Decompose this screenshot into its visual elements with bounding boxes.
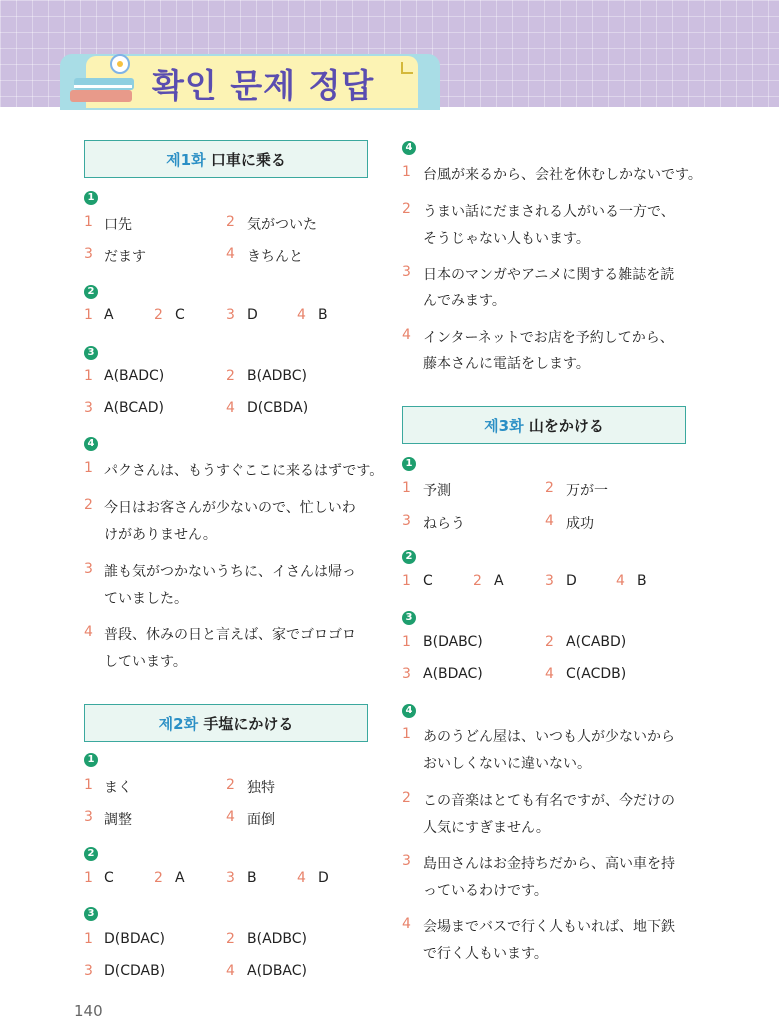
s1g1-answer-2: 気がついた [247, 217, 317, 233]
s1-group-1-badge: 1 [84, 191, 98, 205]
s3-group-2-badge: 2 [402, 550, 416, 564]
s2g4-num-3: 3 [402, 264, 411, 280]
s2g2-answer-4: D [318, 870, 329, 886]
s2-group-4-badge: 4 [402, 141, 416, 155]
s2g4-num-2: 2 [402, 201, 411, 217]
s1-group-3-badge: 3 [84, 346, 98, 360]
s1-group-4-badge: 4 [84, 437, 98, 451]
s3g4-num-2: 2 [402, 790, 411, 806]
section-2-heading [84, 704, 368, 742]
s1-group-2-badge: 2 [84, 285, 98, 299]
s1g4-sentence-1: パクさんは、もうすぐここに来るはずです。 [104, 463, 384, 479]
s1g1-answer-4: きちんと [247, 249, 303, 265]
s1g3-num-4: 4 [226, 400, 235, 416]
s2-group-3-badge: 3 [84, 907, 98, 921]
s3g1-num-2: 2 [545, 480, 554, 496]
s2-group-1-badge: 1 [84, 753, 98, 767]
s2g1-answer-4: 面倒 [247, 812, 275, 828]
s1g4-sentence-3-cont: ていました。 [104, 591, 188, 607]
s2g3-num-3: 3 [84, 963, 93, 979]
s2g2-num-4: 4 [297, 870, 306, 886]
s3g1-num-1: 1 [402, 480, 411, 496]
s3g3-num-2: 2 [545, 634, 554, 650]
s1g2-num-2: 2 [154, 307, 163, 323]
s2g3-answer-2: B(ADBC) [247, 931, 308, 947]
s1g4-num-4: 4 [84, 624, 93, 640]
s2g1-num-1: 1 [84, 777, 93, 793]
s3-group-3-badge: 3 [402, 611, 416, 625]
s2g1-num-3: 3 [84, 809, 93, 825]
section-2-number: 제2화 [158, 715, 199, 733]
section-1-heading [84, 140, 368, 178]
section-1-number: 제1화 [166, 151, 206, 169]
s1g1-num-1: 1 [84, 214, 93, 230]
section-1-title: 口車に乗る [210, 151, 286, 169]
page-number: 140 [74, 1002, 103, 1020]
s2g1-num-4: 4 [226, 809, 235, 825]
s1g1-num-4: 4 [226, 246, 235, 262]
s1g1-answer-1: 口先 [104, 217, 132, 233]
s2-group-2-badge: 2 [84, 847, 98, 861]
s3g3-answer-3: A(BDAC) [423, 666, 483, 682]
s1g1-num-3: 3 [84, 246, 93, 262]
s2g2-answer-2: A [175, 870, 185, 886]
s2g2-num-1: 1 [84, 870, 93, 886]
section-2-title: 手塩にかける [203, 715, 294, 733]
s1g4-num-1: 1 [84, 460, 93, 476]
s3g3-answer-1: B(DABC) [423, 634, 483, 650]
s1g2-answer-2: C [175, 307, 185, 323]
s3g2-answer-3: D [566, 573, 577, 589]
s2g1-answer-2: 独特 [247, 780, 275, 796]
s1g4-sentence-4: 普段、休みの日と言えば、家でゴロゴロ [104, 627, 356, 643]
s1g2-num-3: 3 [226, 307, 235, 323]
title-corner-mark [401, 62, 413, 74]
s1g3-answer-1: A(BADC) [104, 368, 165, 384]
s2g4-sentence-4-cont: 藤本さんに電話をします。 [423, 356, 590, 372]
s1g3-answer-4: D(CBDA) [247, 400, 309, 416]
s3g2-answer-1: C [423, 573, 433, 589]
s3g2-num-3: 3 [545, 573, 554, 589]
s3g4-num-3: 3 [402, 853, 411, 869]
section-3-title: 山をかける [528, 417, 604, 435]
s1g4-sentence-3: 誰も気がつかないうちに、イさんは帰っ [104, 564, 356, 580]
s3g2-answer-4: B [637, 573, 647, 589]
s1g2-num-4: 4 [297, 307, 306, 323]
s1g3-num-2: 2 [226, 368, 235, 384]
s3g3-num-4: 4 [545, 666, 554, 682]
s1g4-sentence-4-cont: しています。 [104, 654, 187, 670]
s3g2-answer-2: A [494, 573, 504, 589]
s3g3-answer-2: A(CABD) [566, 634, 627, 650]
s2g2-num-3: 3 [226, 870, 235, 886]
s3g4-sentence-1: あのうどん屋は、いつも人が少ないから [423, 729, 675, 745]
s1g4-num-2: 2 [84, 497, 93, 513]
s2g1-answer-1: まく [104, 780, 132, 796]
s3g4-sentence-2-cont: 人気にすぎません。 [423, 820, 550, 836]
books-icon [64, 52, 144, 112]
s3g1-answer-4: 成功 [566, 516, 594, 532]
s2g3-answer-4: A(DBAC) [247, 963, 307, 979]
s3g1-answer-3: ねらう [423, 516, 465, 532]
s2g2-answer-3: B [247, 870, 257, 886]
s1g3-num-1: 1 [84, 368, 93, 384]
s3g2-num-1: 1 [402, 573, 411, 589]
s1g4-sentence-2: 今日はお客さんが少ないので、忙しいわ [104, 500, 356, 516]
s2g3-num-4: 4 [226, 963, 235, 979]
s3g4-num-4: 4 [402, 916, 411, 932]
section-3-heading [402, 406, 686, 444]
s3g1-num-3: 3 [402, 513, 411, 529]
s2g4-sentence-2: うまい話にだまされる人がいる一方で、 [423, 204, 675, 220]
s3g4-sentence-4: 会場までバスで行く人もいれば、地下鉄 [423, 919, 675, 935]
s1g2-answer-3: D [247, 307, 258, 323]
s2g4-sentence-1: 台風が来るから、会社を休むしかないです。 [423, 167, 702, 183]
s3g3-answer-4: C(ACDB) [566, 666, 627, 682]
s3g4-sentence-1-cont: おいしくないに違いない。 [423, 756, 591, 772]
s2g3-num-2: 2 [226, 931, 235, 947]
s3g3-num-1: 1 [402, 634, 411, 650]
s2g4-num-4: 4 [402, 327, 411, 343]
s1g4-num-3: 3 [84, 561, 93, 577]
s3g4-sentence-3: 島田さんはお金持ちだから、高い車を持 [423, 856, 675, 872]
s1g3-answer-2: B(ADBC) [247, 368, 308, 384]
s3g1-answer-1: 予測 [423, 483, 451, 499]
s3g1-num-4: 4 [545, 513, 554, 529]
s2g3-num-1: 1 [84, 931, 93, 947]
s3g4-sentence-2: この音楽はとても有名ですが、今だけの [423, 793, 675, 809]
s2g2-num-2: 2 [154, 870, 163, 886]
s3-group-4-badge: 4 [402, 704, 416, 718]
s3-group-1-badge: 1 [402, 457, 416, 471]
s2g4-sentence-2-cont: そうじゃない人もいます。 [423, 231, 590, 247]
s1g2-answer-1: A [104, 307, 114, 323]
s1g3-answer-3: A(BCAD) [104, 400, 164, 416]
s3g4-sentence-3-cont: っているわけです。 [423, 883, 548, 899]
s1g2-num-1: 1 [84, 307, 93, 323]
s2g2-answer-1: C [104, 870, 114, 886]
s2g3-answer-1: D(BDAC) [104, 931, 165, 947]
s3g4-sentence-4-cont: で行く人もいます。 [423, 946, 548, 962]
s3g3-num-3: 3 [402, 666, 411, 682]
s3g2-num-2: 2 [473, 573, 482, 589]
section-3-number: 제3화 [484, 417, 524, 435]
s1g2-answer-4: B [318, 307, 328, 323]
page-title: 확인 문제 정답 [152, 66, 375, 105]
s2g4-num-1: 1 [402, 164, 411, 180]
s1g4-sentence-2-cont: けがありません。 [104, 527, 217, 543]
s3g1-answer-2: 万が一 [566, 483, 608, 499]
s1g1-num-2: 2 [226, 214, 235, 230]
s3g4-num-1: 1 [402, 726, 411, 742]
s2g4-sentence-3-cont: んでみます。 [423, 293, 506, 309]
s2g4-sentence-3: 日本のマンガやアニメに関する雑誌を読 [423, 267, 675, 283]
s1g3-num-3: 3 [84, 400, 93, 416]
s1g1-answer-3: だます [104, 249, 146, 265]
s2g1-num-2: 2 [226, 777, 235, 793]
s2g1-answer-3: 調整 [104, 812, 132, 828]
s3g2-num-4: 4 [616, 573, 625, 589]
s2g4-sentence-4: インターネットでお店を予約してから、 [423, 330, 674, 346]
s2g3-answer-3: D(CDAB) [104, 963, 166, 979]
